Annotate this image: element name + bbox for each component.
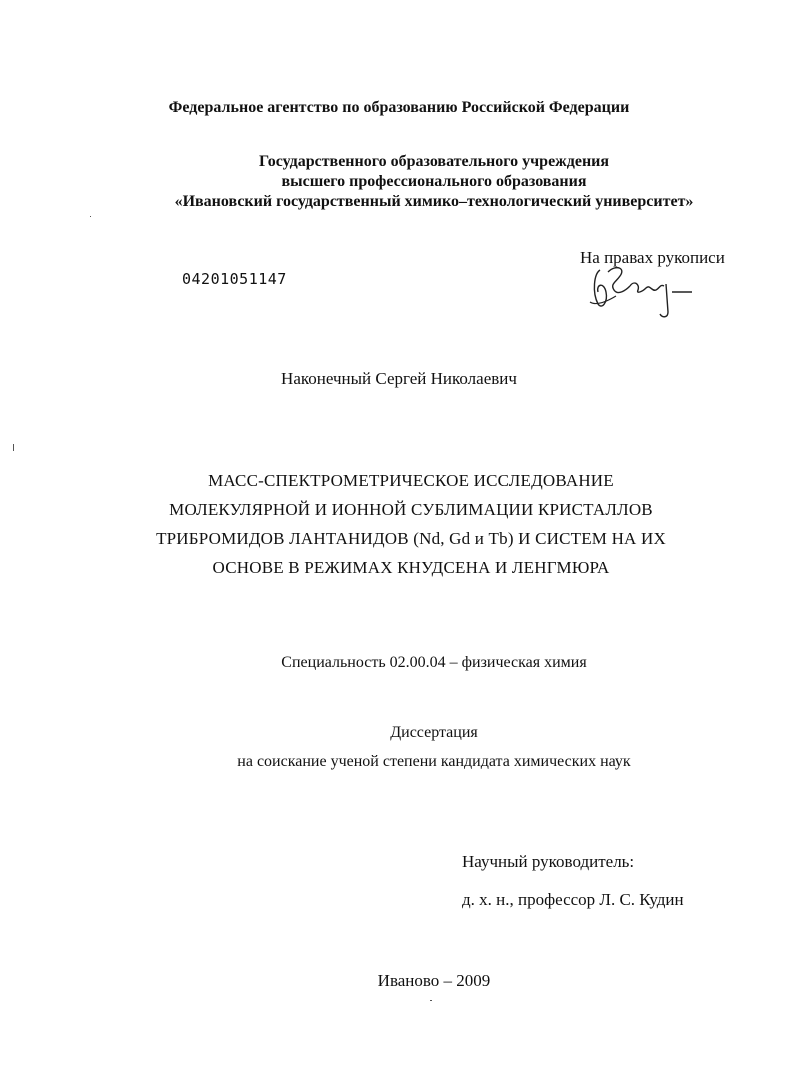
institution-line: «Ивановский государственный химико–технологический университет» — [174, 193, 694, 210]
handwritten-signature — [586, 262, 706, 322]
city-year: Иваново – 2009 — [377, 971, 491, 990]
rights-note: На правах рукописи — [580, 248, 725, 267]
scan-speck — [90, 216, 91, 217]
dissertation-purpose-block — [0, 718, 798, 776]
title-line: МАСС-СПЕКТРОМЕТРИЧЕСКОЕ ИССЛЕДОВАНИЕ — [208, 471, 614, 490]
institution-line: высшего профессионального образования — [281, 173, 587, 190]
scan-speck — [430, 1000, 432, 1001]
registry-code: 04201051147 — [182, 270, 287, 288]
supervisor-name: д. х. н., профессор Л. С. Кудин — [462, 890, 684, 909]
dissertation-purpose: на соискание ученой степени кандидата химических наук — [237, 753, 631, 770]
scan-speck — [13, 444, 14, 451]
supervisor-label: Научный руководитель: — [462, 852, 635, 871]
title-line: ОСНОВЕ В РЕЖИМАХ КНУДСЕНА И ЛЕНГМЮРА — [212, 558, 610, 577]
specialty: Специальность 02.00.04 – физическая химия — [281, 654, 587, 671]
dissertation-label: Диссертация — [390, 724, 478, 741]
author-name: Наконечный Сергей Николаевич — [281, 369, 517, 388]
title-line: МОЛЕКУЛЯРНОЙ И ИОННОЙ СУБЛИМАЦИИ КРИСТАЛЛОВ — [169, 500, 653, 519]
title-line: ТРИБРОМИДОВ ЛАНТАНИДОВ (Nd, Gd и Tb) И СИСТЕМ НА ИХ — [156, 529, 666, 548]
agency-name: Федеральное агентство по образованию Российской Федерации — [168, 99, 630, 116]
supervisor-block — [462, 843, 684, 919]
dissertation-title — [0, 466, 798, 582]
institution-block — [0, 152, 798, 212]
institution-line: Государственного образовательного учреждения — [258, 153, 610, 170]
